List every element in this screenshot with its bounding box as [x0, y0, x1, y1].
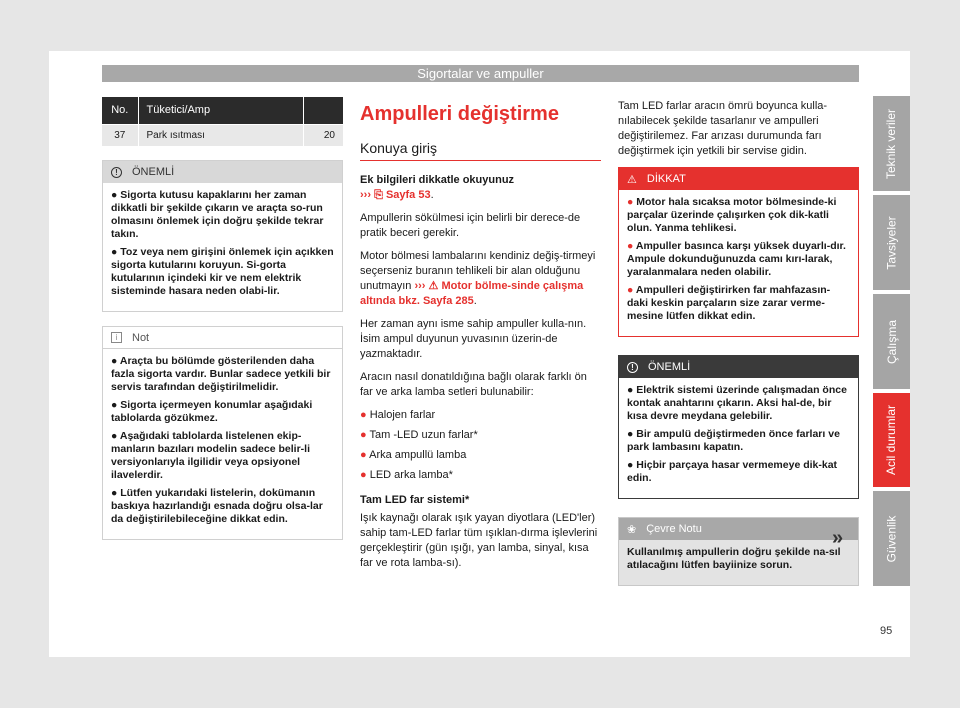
list-item: ● Tam -LED uzun farlar*: [360, 429, 478, 441]
next-page-icon[interactable]: »: [832, 527, 844, 549]
paragraph: Ampullerin sökülmesi için belirli bir derece-de pratik beceri gerekir.: [360, 212, 581, 239]
cell-no: 37: [102, 124, 138, 146]
right-column: [618, 97, 859, 586]
table-row: [102, 124, 343, 146]
led-title: Tam LED far sistemi*: [360, 494, 470, 506]
list-item: ● Ampuller basınca karşı yüksek duyarlı-dır. Ampule dokunduğunuzda camı kırı-larak, yaralanmalara neden olabilir.: [627, 240, 846, 278]
list-item: ● Bir ampulü değiştirmeden önce farları ve park lambasını kapatın.: [627, 428, 840, 453]
warning-triangle-icon: ⚠: [428, 280, 439, 292]
left-column: [102, 97, 343, 540]
warning-circle-icon: !: [627, 362, 638, 373]
note-box-header: [103, 327, 342, 349]
tab-advice[interactable]: Tavsiyeler: [873, 195, 910, 290]
important-box-header: [619, 356, 858, 378]
caution-box: [618, 167, 859, 337]
note-box: [102, 326, 343, 540]
warning-triangle-icon: ⚠: [627, 173, 637, 186]
paragraph: Tam LED farlar aracın ömrü boyunca kulla-nılabilecek şekilde tasarlanır ve ampulleri değiştirilemez. Far arızası durumunda farı değiştirmek için yetkili bir servise gidin.: [618, 100, 828, 157]
caution-title: DİKKAT: [646, 173, 686, 185]
list-item: ● Sigorta kutusu kapaklarını her zaman dikkatli bir şekilde çıkarın ve araçta so-run olmasını önlemek için doğru şekilde tekrar takın.: [111, 189, 324, 240]
warning-circle-icon: !: [111, 167, 122, 178]
cell-amp: 20: [303, 124, 343, 146]
list-item: ● Motor hala sıcaksa motor bölmesinde-ki parçalar üzerinde çalışırken çok dik-katli olun. Yanma tehlikesi.: [627, 196, 837, 234]
list-item: ● Elektrik sistemi üzerinde çalışmadan önce kontak anahtarını çıkarın. Aksi hal-de, bir kısa devre meydana gelebilir.: [627, 384, 847, 422]
list-item: ● Ampulleri değiştirirken far mahfazasın-daki keskin parçaların size zarar verme-mesine lütfen dikkat edin.: [627, 284, 831, 322]
paragraph: Her zaman aynı isme sahip ampuller kulla-nın. İsim ampul duyunun yuvasının üzerin-de yazmaktadır.: [360, 318, 587, 360]
paragraph: Aracın nasıl donatıldığına bağlı olarak farklı ön far ve arka lamba setleri bulunabilir:: [360, 371, 587, 398]
section-title: Ampulleri değiştirme: [360, 103, 559, 125]
cell-consumer: Park ısıtması: [138, 124, 303, 146]
environment-text: Kullanılmış ampullerin doğru şekilde na-sıl atılacağını lütfen bayiinize sorun.: [627, 546, 841, 571]
tab-emergency[interactable]: Acil durumlar: [873, 393, 910, 487]
list-item: ● Arka ampullü lamba: [360, 449, 467, 461]
list-item: ● Aşağıdaki tablolarda listelenen ekip-manların bazıları modelin sadece belir-li versiyonlarıyla ilgilidir veya opsiyonel ilavelerdir.: [111, 430, 310, 481]
intro-label: Ek bilgileri dikkatle okuyunuz: [360, 174, 515, 186]
paragraph: Motor bölmesi lambalarını kendiniz değiş-tirmeyi seçerseniz buranın tehlikeli bir alan olduğunu unutmayın: [360, 250, 596, 292]
fuse-table: [102, 97, 343, 146]
engine-ref-link[interactable]: Motor bölme-sinde çalışma altında bkz. Sayfa 285: [360, 280, 584, 307]
book-icon: ⎘: [374, 189, 383, 201]
important-box-2: [618, 355, 859, 499]
important-title: ÖNEMLİ: [648, 361, 691, 373]
list-item: ● Toz veya nem girişini önlemek için açıkken sigorta kutularını koruyun. Si-gorta kutularının içindeki kir ve nem elektrik sisteminde hasara neden olabi-lir.: [111, 246, 334, 297]
environment-title: Çevre Notu: [646, 523, 702, 535]
table-header-amp: [303, 97, 343, 124]
list-item: ● Hiçbir parçaya hasar vermemeye dik-kat edin.: [627, 459, 838, 484]
page-number: 95: [880, 625, 893, 637]
list-item: ● Lütfen yukarıdaki listelerin, dokümanın baskıya hazırlandığı esnada doğru olsa-lar da değiştirilebileceğine dikkat edin.: [111, 487, 323, 525]
info-icon: i: [111, 332, 122, 343]
list-item: ● LED arka lamba*: [360, 469, 453, 481]
table-header-no: No.: [102, 97, 138, 124]
table-header-consumer: Tüketici/Amp: [138, 97, 303, 124]
intro-ref-link[interactable]: Sayfa 53: [385, 189, 431, 201]
lamp-list: [360, 408, 601, 483]
tab-safety[interactable]: Güvenlik: [873, 491, 910, 586]
paragraph: Işık kaynağı olarak ışık yayan diyotlara (LED'ler) sahip tam-LED farlar tüm ışıklan-dırma işlevlerini gerçekleştirir (gün ışığı, yan lamba, sinyal, kısa far ve rota lamba-sı).: [360, 512, 598, 569]
section-subtitle: Konuya giriş: [360, 140, 601, 161]
environment-box-header: [619, 518, 858, 540]
important-title: ÖNEMLİ: [132, 166, 175, 178]
middle-column: Ampulleri değiştirme Konuya giriş Ek bilgileri dikkatle okuyunuz ››› ⎘ Sayfa 53. Ampullerin sökülmesi için belirli bir derece-de pratik beceri gerekir. Motor bölmesi lambalarını kendiniz değiş-tirmeyi seçerseniz buranın tehlikeli bir alan olduğunu unutmayın ››› ⚠ Motor bölme-sinde çalışma altında bkz. Sayfa 285. Her zaman aynı isme sahip ampuller kulla-nın. İsim ampul duyunun yuvasının üzerin-de yazmaktadır. Aracın nasıl donatıldığına bağlı olarak farklı ön far ve arka lamba setleri bulunabilir: ● Halojen farlar ● Tam -LED uzun farlar* ● Arka ampullü lamba ● LED arka lamba* Tam LED far sistemi* Işık kaynağı olarak ışık yayan diyotlara (LED'ler) sahip tam-LED farlar tüm ışıklan-dırma işlevlerini gerçekleştirir (gün ışığı, yan lamba, sinyal, kısa far ve rota lamba-sı).: [360, 97, 601, 579]
important-box-1: [102, 160, 343, 312]
caution-box-header: [619, 168, 858, 190]
note-title: Not: [132, 331, 150, 344]
list-item: ● Araçta bu bölümde gösterilenden daha fazla sigorta vardır. Bunlar sadece yetkili bir servis tarafından değiştirilmelidir.: [111, 355, 331, 393]
important-box-header: [103, 161, 342, 183]
environment-box: [618, 517, 859, 586]
list-item: ● Halojen farlar: [360, 409, 436, 421]
tab-technical-data[interactable]: Teknik veriler: [873, 96, 910, 191]
list-item: ● Sigorta içermeyen konumlar aşağıdaki tablolarda gözükmez.: [111, 399, 313, 424]
tab-operation[interactable]: Çalışma: [873, 294, 910, 389]
header-bar: Sigortalar ve ampuller: [102, 65, 859, 82]
leaf-icon: ❀: [627, 523, 637, 536]
